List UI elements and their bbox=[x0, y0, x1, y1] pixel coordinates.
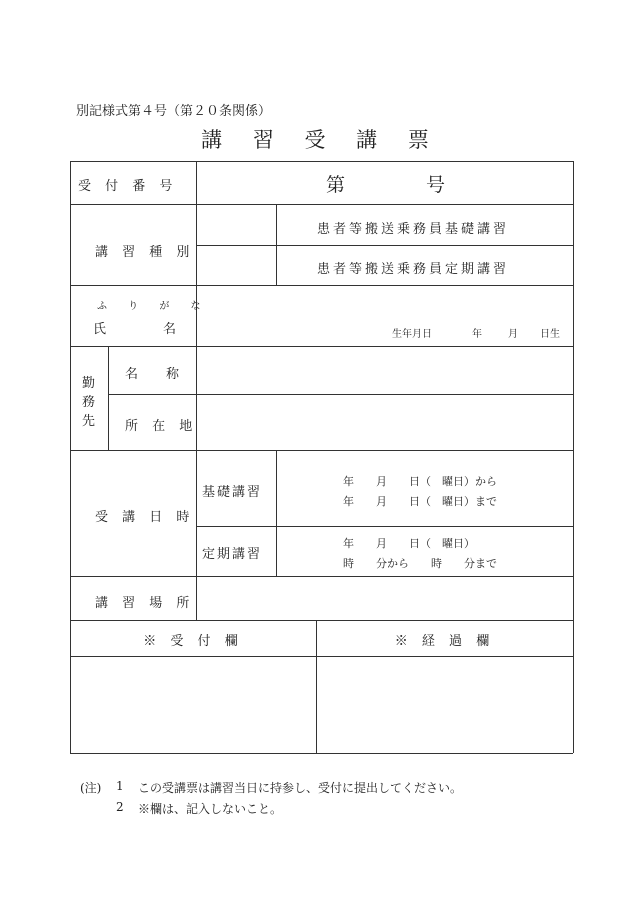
workplace-address-field[interactable] bbox=[198, 396, 571, 449]
workplace-label-char: 務 bbox=[82, 395, 96, 410]
progress-column-header: ※ 経 過 欄 bbox=[394, 634, 495, 649]
periodic-schedule-time: 時 分から 時 分まで bbox=[343, 557, 497, 570]
schedule-label: 受 講 日 時 bbox=[95, 510, 195, 525]
column-divider bbox=[276, 450, 277, 576]
venue-label: 講 習 場 所 bbox=[95, 596, 195, 611]
basic-course-label: 基礎講習 bbox=[202, 485, 263, 500]
note-text: ※欄は、記入しないこと。 bbox=[138, 802, 283, 816]
column-divider bbox=[108, 346, 109, 450]
row-divider bbox=[70, 285, 573, 286]
workplace-label-char: 先 bbox=[82, 414, 96, 429]
note-number: 1 bbox=[116, 779, 124, 793]
column-divider bbox=[196, 161, 197, 620]
row-divider bbox=[70, 620, 573, 621]
receipt-number-label: 受 付 番 号 bbox=[78, 179, 178, 194]
name-label-left: 氏 bbox=[93, 322, 107, 337]
workplace-name-label-left: 名 bbox=[125, 367, 139, 382]
row-divider bbox=[70, 204, 573, 205]
name-field[interactable] bbox=[198, 287, 571, 322]
note-number: 2 bbox=[116, 800, 124, 814]
basic-schedule-start: 年 月 日（ 曜日）から bbox=[343, 475, 497, 488]
periodic-course-label: 定期講習 bbox=[202, 547, 263, 562]
table-border-left bbox=[70, 161, 71, 753]
workplace-label-char: 勤 bbox=[82, 376, 96, 391]
course-type-basic-checkbox[interactable] bbox=[198, 206, 274, 244]
periodic-schedule-field[interactable] bbox=[278, 528, 571, 575]
page-title: 講 習 受 講 票 bbox=[201, 128, 441, 152]
dob-year: 年 bbox=[472, 329, 482, 340]
dob-label: 生年月日 bbox=[392, 329, 432, 340]
dob-month: 月 bbox=[508, 329, 518, 340]
venue-field[interactable] bbox=[198, 578, 571, 619]
table-border-right bbox=[573, 161, 574, 753]
row-divider bbox=[108, 394, 573, 395]
dob-day: 日生 bbox=[540, 329, 560, 340]
receipt-number-suffix: 号 bbox=[426, 174, 446, 196]
table-border-bottom bbox=[70, 753, 573, 754]
course-option-periodic: 患者等搬送乗務員定期講習 bbox=[317, 262, 510, 277]
progress-column-area bbox=[318, 658, 572, 752]
row-divider bbox=[70, 656, 573, 657]
table-border-top bbox=[70, 161, 573, 162]
course-type-periodic-checkbox[interactable] bbox=[198, 247, 274, 284]
note-prefix: (注) bbox=[80, 781, 102, 795]
furigana-label: ふ り が な bbox=[97, 301, 210, 312]
course-option-basic: 患者等搬送乗務員基礎講習 bbox=[317, 222, 510, 237]
receipt-number-prefix: 第 bbox=[326, 174, 346, 196]
column-divider bbox=[276, 204, 277, 285]
note-text: この受講票は講習当日に持参し、受付に提出してください。 bbox=[138, 781, 463, 795]
course-type-label: 講 習 種 別 bbox=[95, 245, 195, 260]
periodic-schedule-date: 年 月 日（ 曜日） bbox=[343, 537, 475, 550]
row-divider bbox=[196, 526, 573, 527]
workplace-name-field[interactable] bbox=[198, 348, 571, 393]
reception-column-header: ※ 受 付 欄 bbox=[143, 634, 243, 649]
form-identifier: 別記様式第４号（第２０条関係） bbox=[76, 104, 272, 119]
row-divider bbox=[70, 576, 573, 577]
basic-schedule-end: 年 月 日（ 曜日）まで bbox=[343, 495, 497, 508]
workplace-address-label: 所 在 地 bbox=[125, 419, 198, 434]
basic-schedule-field[interactable] bbox=[278, 452, 571, 525]
reception-column-area bbox=[72, 658, 315, 752]
name-label-right: 名 bbox=[163, 322, 177, 337]
row-divider bbox=[196, 245, 573, 246]
row-divider bbox=[70, 346, 573, 347]
receipt-number-field[interactable] bbox=[198, 163, 571, 203]
workplace-name-label-right: 称 bbox=[166, 367, 180, 382]
row-divider bbox=[70, 450, 573, 451]
